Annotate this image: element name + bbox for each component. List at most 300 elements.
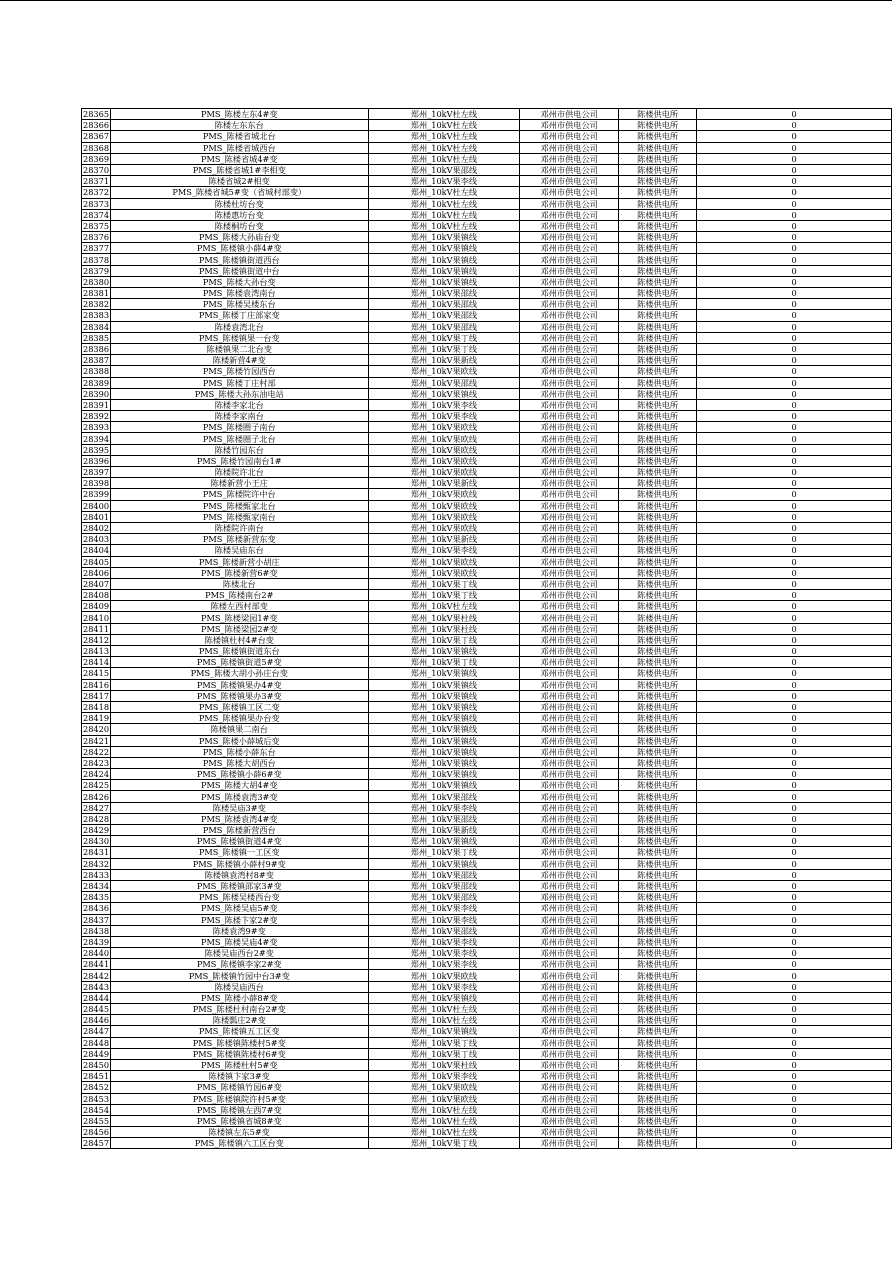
station-cell: 陈楼供电所	[619, 511, 697, 522]
transformer-name-cell: PMS_陈楼镇工区二变	[110, 701, 368, 712]
table-row	[82, 769, 892, 780]
count-cell: 0	[697, 556, 892, 567]
company-cell: 邓州市供电公司	[520, 769, 619, 780]
table-row	[82, 757, 892, 768]
table-row	[82, 578, 892, 589]
table-row	[82, 1082, 892, 1093]
station-cell: 陈楼供电所	[619, 1048, 697, 1059]
feeder-line-cell: 郑州_10kV果镇线	[368, 388, 520, 399]
count-cell: 0	[697, 366, 892, 377]
feeder-line-cell: 郑州_10kV杜左线	[368, 601, 520, 612]
company-cell: 邓州市供电公司	[520, 713, 619, 724]
record-id-cell: 28381	[83, 288, 110, 299]
table-row	[82, 355, 892, 366]
feeder-line-cell: 郑州_10kV果杜线	[368, 623, 520, 634]
feeder-line-cell: 郑州_10kV果欧线	[368, 366, 520, 377]
transformer-name-cell: 陈楼李家南台	[110, 411, 368, 422]
transformer-name-cell: PMS_陈楼镇省城8#变	[110, 1115, 368, 1126]
feeder-line-cell: 郑州_10kV果丁线	[368, 847, 520, 858]
record-id-cell: 28368	[83, 142, 110, 153]
table-row	[82, 276, 892, 287]
company-cell: 邓州市供电公司	[520, 556, 619, 567]
feeder-line-cell: 郑州_10kV杜左线	[368, 142, 520, 153]
company-cell: 邓州市供电公司	[520, 959, 619, 970]
station-cell: 陈楼供电所	[619, 903, 697, 914]
transformer-name-cell: PMS_陈楼镇院许村5#变	[110, 1093, 368, 1104]
transformer-name-cell: PMS_陈楼镇左西7#变	[110, 1104, 368, 1115]
company-cell: 邓州市供电公司	[520, 164, 619, 175]
station-cell: 陈楼供电所	[619, 467, 697, 478]
station-cell: 陈楼供电所	[619, 1104, 697, 1115]
feeder-line-cell: 郑州_10kV果新线	[368, 355, 520, 366]
count-cell: 0	[697, 735, 892, 746]
company-cell: 邓州市供电公司	[520, 1004, 619, 1015]
station-cell: 陈楼供电所	[619, 858, 697, 869]
transformer-name-cell: PMS_陈楼省城5#变（省城村部变）	[110, 187, 368, 198]
record-id-cell: 28378	[83, 254, 110, 265]
feeder-line-cell: 郑州_10kV杜左线	[368, 1104, 520, 1115]
station-cell: 陈楼供电所	[619, 981, 697, 992]
count-cell: 0	[697, 1104, 892, 1115]
feeder-line-cell: 郑州_10kV杜左线	[368, 220, 520, 231]
transformer-name-cell: PMS_陈楼镇五工区变	[110, 1026, 368, 1037]
feeder-line-cell: 郑州_10kV果邵线	[368, 377, 520, 388]
transformer-name-cell: PMS_陈楼吴庙5#变	[110, 903, 368, 914]
table-row	[82, 467, 892, 478]
company-cell: 邓州市供电公司	[520, 813, 619, 824]
count-cell: 0	[697, 948, 892, 959]
record-id-cell: 28398	[83, 478, 110, 489]
record-id-cell: 28408	[83, 590, 110, 601]
station-cell: 陈楼供电所	[619, 209, 697, 220]
transformer-name-cell: PMS_陈楼镇街道4#变	[110, 836, 368, 847]
company-cell: 邓州市供电公司	[520, 511, 619, 522]
company-cell: 邓州市供电公司	[520, 1059, 619, 1070]
feeder-line-cell: 郑州_10kV果杜线	[368, 612, 520, 623]
transformer-name-cell: 陈楼镇杜村4#台变	[110, 634, 368, 645]
record-id-cell: 28438	[83, 925, 110, 936]
station-cell: 陈楼供电所	[619, 164, 697, 175]
table-row	[82, 657, 892, 668]
company-cell: 邓州市供电公司	[520, 310, 619, 321]
count-cell: 0	[697, 1015, 892, 1026]
station-cell: 陈楼供电所	[619, 657, 697, 668]
table-row	[82, 388, 892, 399]
record-id-cell: 28405	[83, 556, 110, 567]
count-cell: 0	[697, 769, 892, 780]
count-cell: 0	[697, 254, 892, 265]
company-cell: 邓州市供电公司	[520, 992, 619, 1003]
feeder-line-cell: 郑州_10kV果李线	[368, 948, 520, 959]
feeder-line-cell: 郑州_10kV果镇线	[368, 1026, 520, 1037]
feeder-line-cell: 郑州_10kV果杜线	[368, 1059, 520, 1070]
transformer-name-cell: PMS_陈楼大孙东油电站	[110, 388, 368, 399]
station-cell: 陈楼供电所	[619, 601, 697, 612]
table-row	[82, 366, 892, 377]
count-cell: 0	[697, 1127, 892, 1138]
table-row	[82, 858, 892, 869]
station-cell: 陈楼供电所	[619, 880, 697, 891]
record-id-cell: 28448	[83, 1037, 110, 1048]
feeder-line-cell: 郑州_10kV果新线	[368, 534, 520, 545]
transformer-name-cell: PMS_陈楼新营西台	[110, 825, 368, 836]
feeder-line-cell: 郑州_10kV果邵线	[368, 880, 520, 891]
transformer-name-cell: PMS_陈楼镇陈楼村5#变	[110, 1037, 368, 1048]
company-cell: 邓州市供电公司	[520, 925, 619, 936]
feeder-line-cell: 郑州_10kV杜左线	[368, 1127, 520, 1138]
count-cell: 0	[697, 399, 892, 410]
feeder-line-cell: 郑州_10kV果欧线	[368, 567, 520, 578]
transformer-name-cell: 陈楼镇果二南台	[110, 724, 368, 735]
feeder-line-cell: 郑州_10kV果李线	[368, 936, 520, 947]
record-id-cell: 28384	[83, 321, 110, 332]
transformer-name-cell: PMS_陈楼左东4#变	[110, 109, 368, 120]
table-row	[82, 109, 892, 120]
feeder-line-cell: 郑州_10kV果镇线	[368, 735, 520, 746]
transformer-name-cell: PMS_陈楼省城4#变	[110, 153, 368, 164]
station-cell: 陈楼供电所	[619, 1059, 697, 1070]
station-cell: 陈楼供电所	[619, 1004, 697, 1015]
record-id-cell: 28386	[83, 344, 110, 355]
transformer-name-cell: PMS_陈楼镇小薛4#变	[110, 243, 368, 254]
station-cell: 陈楼供电所	[619, 914, 697, 925]
station-cell: 陈楼供电所	[619, 992, 697, 1003]
transformer-name-cell: PMS_陈楼镇小薛6#变	[110, 769, 368, 780]
feeder-line-cell: 郑州_10kV果镇线	[368, 265, 520, 276]
company-cell: 邓州市供电公司	[520, 444, 619, 455]
company-cell: 邓州市供电公司	[520, 802, 619, 813]
count-cell: 0	[697, 1138, 892, 1149]
feeder-line-cell: 郑州_10kV果李线	[368, 959, 520, 970]
transformer-name-cell: PMS_陈楼镇一工区变	[110, 847, 368, 858]
record-id-cell: 28445	[83, 1004, 110, 1015]
transformer-name-cell: PMS_陈楼大孙台变	[110, 276, 368, 287]
record-id-cell: 28400	[83, 500, 110, 511]
count-cell: 0	[697, 153, 892, 164]
transformer-name-cell: 陈楼院许北台	[110, 467, 368, 478]
table-row	[82, 522, 892, 533]
station-cell: 陈楼供电所	[619, 578, 697, 589]
station-cell: 陈楼供电所	[619, 433, 697, 444]
record-id-cell: 28406	[83, 567, 110, 578]
transformer-name-cell: 陈楼李家北台	[110, 399, 368, 410]
transformer-name-cell: 陈楼镇卞家3#变	[110, 1071, 368, 1082]
table-row	[82, 1026, 892, 1037]
company-cell: 邓州市供电公司	[520, 936, 619, 947]
transformer-name-cell: PMS_陈楼院许中台	[110, 489, 368, 500]
table-row	[82, 1104, 892, 1115]
table-row	[82, 299, 892, 310]
station-cell: 陈楼供电所	[619, 332, 697, 343]
feeder-line-cell: 郑州_10kV果丁线	[368, 1138, 520, 1149]
count-cell: 0	[697, 1059, 892, 1070]
feeder-line-cell: 郑州_10kV果镇线	[368, 254, 520, 265]
feeder-line-cell: 郑州_10kV杜左线	[368, 1015, 520, 1026]
company-cell: 邓州市供电公司	[520, 399, 619, 410]
station-cell: 陈楼供电所	[619, 265, 697, 276]
count-cell: 0	[697, 478, 892, 489]
feeder-line-cell: 郑州_10kV果邵线	[368, 310, 520, 321]
transformer-name-cell: 陈楼院许南台	[110, 522, 368, 533]
record-id-cell: 28455	[83, 1115, 110, 1126]
feeder-line-cell: 郑州_10kV果李线	[368, 545, 520, 556]
count-cell: 0	[697, 578, 892, 589]
table-row	[82, 970, 892, 981]
table-row	[82, 343, 892, 354]
transformer-name-cell: 陈楼北台	[110, 578, 368, 589]
table-row	[82, 220, 892, 231]
count-cell: 0	[697, 724, 892, 735]
company-cell: 邓州市供电公司	[520, 153, 619, 164]
station-cell: 陈楼供电所	[619, 735, 697, 746]
feeder-line-cell: 郑州_10kV果镇线	[368, 992, 520, 1003]
record-id-cell: 28419	[83, 713, 110, 724]
count-cell: 0	[697, 880, 892, 891]
transformer-name-cell: 陈楼吴庙西台2#变	[110, 948, 368, 959]
record-id-cell: 28450	[83, 1060, 110, 1071]
feeder-line-cell: 郑州_10kV果李线	[368, 802, 520, 813]
station-cell: 陈楼供电所	[619, 131, 697, 142]
table-row	[82, 802, 892, 813]
transformer-name-cell: PMS_陈楼镇果办3#变	[110, 690, 368, 701]
table-body	[82, 109, 892, 1149]
company-cell: 邓州市供电公司	[520, 567, 619, 578]
record-id-cell: 28418	[83, 702, 110, 713]
feeder-line-cell: 郑州_10kV果镇线	[368, 243, 520, 254]
record-id-cell: 28379	[83, 265, 110, 276]
count-cell: 0	[697, 299, 892, 310]
feeder-line-cell: 郑州_10kV杜左线	[368, 120, 520, 131]
record-id-cell: 28424	[83, 769, 110, 780]
station-cell: 陈楼供电所	[619, 444, 697, 455]
record-id-cell: 28367	[83, 131, 110, 142]
table-row	[82, 914, 892, 925]
station-cell: 陈楼供电所	[619, 489, 697, 500]
transformer-name-cell: PMS_陈楼袁湾南台	[110, 288, 368, 299]
table-row	[82, 209, 892, 220]
station-cell: 陈楼供电所	[619, 1127, 697, 1138]
company-cell: 邓州市供电公司	[520, 299, 619, 310]
table-row	[82, 903, 892, 914]
count-cell: 0	[697, 377, 892, 388]
record-id-cell: 28427	[83, 802, 110, 813]
transformer-name-cell: 陈楼镇袁湾村8#变	[110, 869, 368, 880]
record-id-cell: 28402	[83, 523, 110, 534]
table-row	[82, 791, 892, 802]
count-cell: 0	[697, 992, 892, 1003]
transformer-name-cell: 陈楼新营小王庄	[110, 478, 368, 489]
transformer-name-cell: PMS_陈楼镇陈楼村6#变	[110, 1048, 368, 1059]
count-cell: 0	[697, 567, 892, 578]
station-cell: 陈楼供电所	[619, 1015, 697, 1026]
transformer-name-cell: PMS_陈楼丁庄村部	[110, 377, 368, 388]
transformer-name-cell: PMS_陈楼镇果办台变	[110, 713, 368, 724]
station-cell: 陈楼供电所	[619, 455, 697, 466]
station-cell: 陈楼供电所	[619, 1093, 697, 1104]
station-cell: 陈楼供电所	[619, 690, 697, 701]
company-cell: 邓州市供电公司	[520, 892, 619, 903]
station-cell: 陈楼供电所	[619, 198, 697, 209]
table-row	[82, 567, 892, 578]
table-row	[82, 601, 892, 612]
company-cell: 邓州市供电公司	[520, 791, 619, 802]
record-id-cell: 28388	[83, 366, 110, 377]
count-cell: 0	[697, 500, 892, 511]
count-cell: 0	[697, 265, 892, 276]
record-id-cell: 28410	[83, 612, 110, 623]
count-cell: 0	[697, 164, 892, 175]
company-cell: 邓州市供电公司	[520, 422, 619, 433]
count-cell: 0	[697, 1037, 892, 1048]
table-row	[82, 836, 892, 847]
table-row	[82, 981, 892, 992]
table-row	[82, 1059, 892, 1070]
station-cell: 陈楼供电所	[619, 892, 697, 903]
record-id-cell: 28394	[83, 433, 110, 444]
transformer-name-cell: PMS_陈楼镇邵家3#变	[110, 880, 368, 891]
transformer-name-cell: PMS_陈楼镇街道东台	[110, 646, 368, 657]
table-row	[82, 377, 892, 388]
count-cell: 0	[697, 690, 892, 701]
count-cell: 0	[697, 243, 892, 254]
count-cell: 0	[697, 634, 892, 645]
table-row	[82, 612, 892, 623]
count-cell: 0	[697, 198, 892, 209]
station-cell: 陈楼供电所	[619, 534, 697, 545]
station-cell: 陈楼供电所	[619, 646, 697, 657]
count-cell: 0	[697, 847, 892, 858]
company-cell: 邓州市供电公司	[520, 847, 619, 858]
feeder-line-cell: 郑州_10kV果李线	[368, 1071, 520, 1082]
company-cell: 邓州市供电公司	[520, 1026, 619, 1037]
company-cell: 邓州市供电公司	[520, 288, 619, 299]
table-row	[82, 780, 892, 791]
count-cell: 0	[697, 601, 892, 612]
substation-table-wrapper	[81, 108, 892, 1149]
substation-table	[81, 108, 892, 1149]
feeder-line-cell: 郑州_10kV果镇线	[368, 757, 520, 768]
feeder-line-cell: 郑州_10kV杜左线	[368, 1004, 520, 1015]
record-id-cell: 28435	[83, 892, 110, 903]
record-id-cell: 28453	[83, 1093, 110, 1104]
station-cell: 陈楼供电所	[619, 142, 697, 153]
feeder-line-cell: 郑州_10kV果镇线	[368, 769, 520, 780]
table-row	[82, 288, 892, 299]
count-cell: 0	[697, 936, 892, 947]
record-id-cell: 28457	[83, 1138, 110, 1149]
company-cell: 邓州市供电公司	[520, 187, 619, 198]
record-id-cell: 28387	[83, 355, 110, 366]
count-cell: 0	[697, 276, 892, 287]
record-id-cell: 28371	[83, 176, 110, 187]
company-cell: 邓州市供电公司	[520, 355, 619, 366]
company-cell: 邓州市供电公司	[520, 411, 619, 422]
table-row	[82, 265, 892, 276]
record-id-cell: 28416	[83, 679, 110, 690]
record-id-cell: 28374	[83, 209, 110, 220]
record-id-cell: 28403	[83, 534, 110, 545]
table-row	[82, 634, 892, 645]
record-id-cell: 28375	[83, 220, 110, 231]
record-id-cell: 28429	[83, 825, 110, 836]
feeder-line-cell: 郑州_10kV果镇线	[368, 646, 520, 657]
table-row	[82, 433, 892, 444]
record-id-cell: 28441	[83, 959, 110, 970]
transformer-name-cell: 陈楼左东东台	[110, 120, 368, 131]
station-cell: 陈楼供电所	[619, 634, 697, 645]
transformer-name-cell: PMS_陈楼杜村南台2#变	[110, 1004, 368, 1015]
transformer-name-cell: PMS_陈楼大胡4#变	[110, 780, 368, 791]
record-id-cell: 28456	[83, 1127, 110, 1138]
transformer-name-cell: PMS_陈楼小薛城后变	[110, 735, 368, 746]
transformer-name-cell: PMS_陈楼杜村5#变	[110, 1059, 368, 1070]
station-cell: 陈楼供电所	[619, 243, 697, 254]
station-cell: 陈楼供电所	[619, 399, 697, 410]
company-cell: 邓州市供电公司	[520, 623, 619, 634]
count-cell: 0	[697, 981, 892, 992]
station-cell: 陈楼供电所	[619, 836, 697, 847]
feeder-line-cell: 郑州_10kV果丁线	[368, 1037, 520, 1048]
record-id-cell: 28446	[83, 1015, 110, 1026]
transformer-name-cell: PMS_陈楼圈子北台	[110, 433, 368, 444]
count-cell: 0	[697, 232, 892, 243]
station-cell: 陈楼供电所	[619, 522, 697, 533]
feeder-line-cell: 郑州_10kV果李线	[368, 903, 520, 914]
station-cell: 陈楼供电所	[619, 1071, 697, 1082]
station-cell: 陈楼供电所	[619, 545, 697, 556]
station-cell: 陈楼供电所	[619, 959, 697, 970]
feeder-line-cell: 郑州_10kV果镇线	[368, 232, 520, 243]
count-cell: 0	[697, 590, 892, 601]
record-id-cell: 28373	[83, 198, 110, 209]
company-cell: 邓州市供电公司	[520, 232, 619, 243]
station-cell: 陈楼供电所	[619, 187, 697, 198]
station-cell: 陈楼供电所	[619, 1037, 697, 1048]
count-cell: 0	[697, 433, 892, 444]
record-id-cell: 28369	[83, 153, 110, 164]
station-cell: 陈楼供电所	[619, 355, 697, 366]
transformer-name-cell: 陈楼新营4#变	[110, 355, 368, 366]
transformer-name-cell: PMS_陈楼吴楼西台变	[110, 892, 368, 903]
company-cell: 邓州市供电公司	[520, 1048, 619, 1059]
feeder-line-cell: 郑州_10kV果邵线	[368, 164, 520, 175]
transformer-name-cell: 陈楼省城2#相变	[110, 176, 368, 187]
station-cell: 陈楼供电所	[619, 299, 697, 310]
count-cell: 0	[697, 1082, 892, 1093]
record-id-cell: 28417	[83, 690, 110, 701]
company-cell: 邓州市供电公司	[520, 478, 619, 489]
transformer-name-cell: PMS_陈楼丁庄部家变	[110, 310, 368, 321]
table-row	[82, 948, 892, 959]
feeder-line-cell: 郑州_10kV果欧线	[368, 556, 520, 567]
record-id-cell: 28376	[83, 232, 110, 243]
record-id-cell: 28436	[83, 903, 110, 914]
count-cell: 0	[697, 970, 892, 981]
feeder-line-cell: 郑州_10kV杜左线	[368, 209, 520, 220]
table-row	[82, 478, 892, 489]
count-cell: 0	[697, 746, 892, 757]
table-row	[82, 120, 892, 131]
count-cell: 0	[697, 131, 892, 142]
table-row	[82, 321, 892, 332]
count-cell: 0	[697, 1093, 892, 1104]
company-cell: 邓州市供电公司	[520, 1138, 619, 1149]
transformer-name-cell: PMS_陈楼梁园1#变	[110, 612, 368, 623]
station-cell: 陈楼供电所	[619, 120, 697, 131]
company-cell: 邓州市供电公司	[520, 220, 619, 231]
company-cell: 邓州市供电公司	[520, 634, 619, 645]
feeder-line-cell: 郑州_10kV果镇线	[368, 668, 520, 679]
